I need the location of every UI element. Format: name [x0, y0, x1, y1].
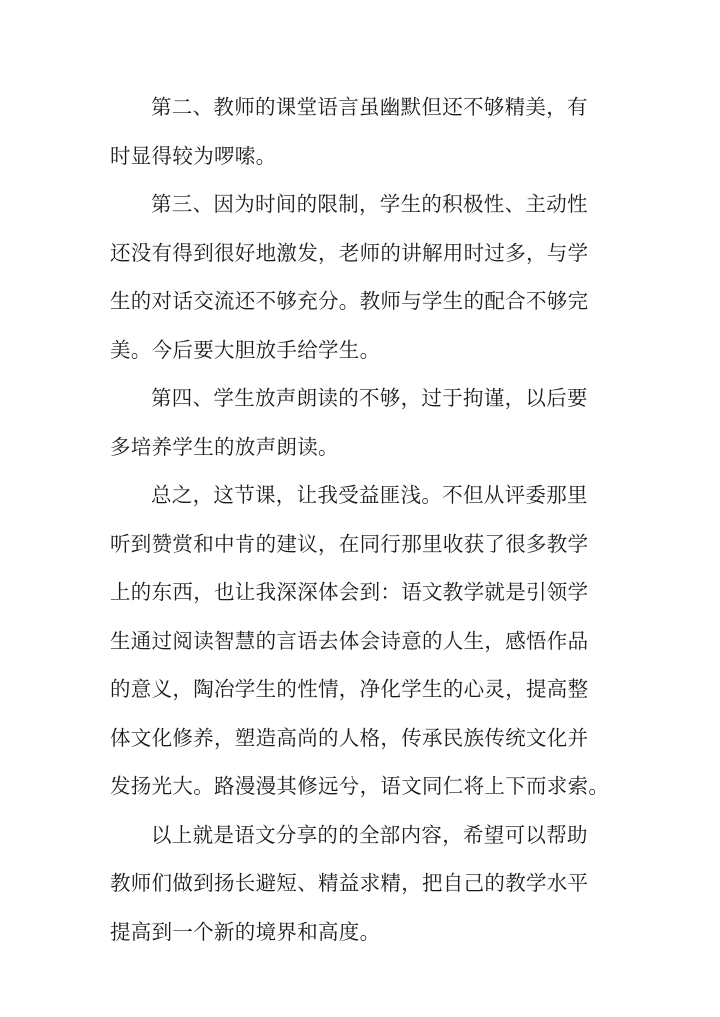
text-line: 美。今后要大胆放手给学生。 — [110, 337, 381, 362]
text-line: 教师们做到扬长避短、精益求精，把自己的教学水平 — [110, 871, 589, 895]
text-line: 生的对话交流还不够充分。教师与学生的配合不够完 — [110, 289, 589, 313]
text-line: 的意义，陶冶学生的性情，净化学生的心灵，提高整 — [110, 677, 589, 701]
text-line: 还没有得到很好地激发，老师的讲解用时过多，与学 — [110, 240, 589, 265]
paragraph-weakness-four — [110, 374, 610, 471]
text-line: 总之，这节课，让我受益匪浅。不但从评委那里 — [151, 483, 588, 507]
text-line: 第四、学生放声朗读的不够，过于拘谨，以后要 — [151, 386, 588, 410]
text-line: 上的东西，也让我深深体会到：语文教学就是引领学 — [110, 580, 589, 604]
paragraph-weakness-three — [110, 180, 610, 374]
paragraph-closing — [110, 811, 610, 957]
text-line: 以上就是语文分享的的全部内容，希望可以帮助 — [151, 822, 588, 847]
text-line: 多培养学生的放声朗读。 — [110, 434, 339, 459]
text-line: 提高到一个新的境界和高度。 — [110, 919, 381, 944]
text-line: 时显得较为啰嗦。 — [110, 143, 277, 168]
text-line: 第二、教师的课堂语言虽幽默但还不够精美，有 — [151, 95, 588, 119]
text-line: 第三、因为时间的限制，学生的积极性、主动性 — [151, 192, 588, 216]
document-body — [110, 83, 610, 956]
text-line: 发扬光大。路漫漫其修远兮，语文同仁将上下而求索。 — [110, 774, 610, 798]
text-line: 体文化修养，塑造高尚的人格，传承民族传统文化并 — [110, 725, 589, 750]
text-line: 生通过阅读智慧的言语去体会诗意的人生，感悟作品 — [110, 628, 589, 653]
text-line: 听到赞赏和中肯的建议，在同行那里收获了很多教学 — [110, 531, 589, 556]
paragraph-weakness-two — [110, 83, 610, 180]
paragraph-conclusion — [110, 471, 610, 811]
